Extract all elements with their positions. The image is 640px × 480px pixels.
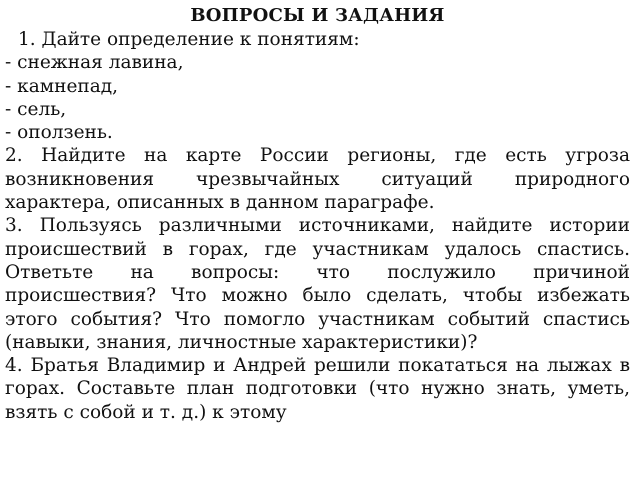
document-page [5,0,630,480]
term-rockfall: - камнепад, [5,75,119,97]
term-mudflow: - сель, [5,98,67,120]
question-4: 4. Братья Владимир и Андрей решили покататься на лыжах в горах. Составьте план подготовки (что нужно знать, уметь, взять с собой и т. д.) к этому [5,355,630,423]
term-snow-avalanche: - снежная лавина, [5,52,184,74]
question-2: 2. Найдите на карте России регионы, где есть угроза возникновения чрезвычайных ситуаций природного характера, описанных в данном параграфе. [5,145,630,214]
page-title: ВОПРОСЫ И ЗАДАНИЯ [190,5,445,26]
question-3: 3. Пользуясь различными источниками, найдите истории происшествий в горах, где участникам удалось спастись. Ответьте на вопросы: что послужило причиной происшествия? Что можно было сделать, чтобы избежать этого события? Что помогло участникам событий спастись (навыки, знания, личностные характеристики)? [5,215,630,353]
term-landslide: - оползень. [5,122,113,144]
question-1: 1. Дайте определение к понятиям: [18,29,360,50]
